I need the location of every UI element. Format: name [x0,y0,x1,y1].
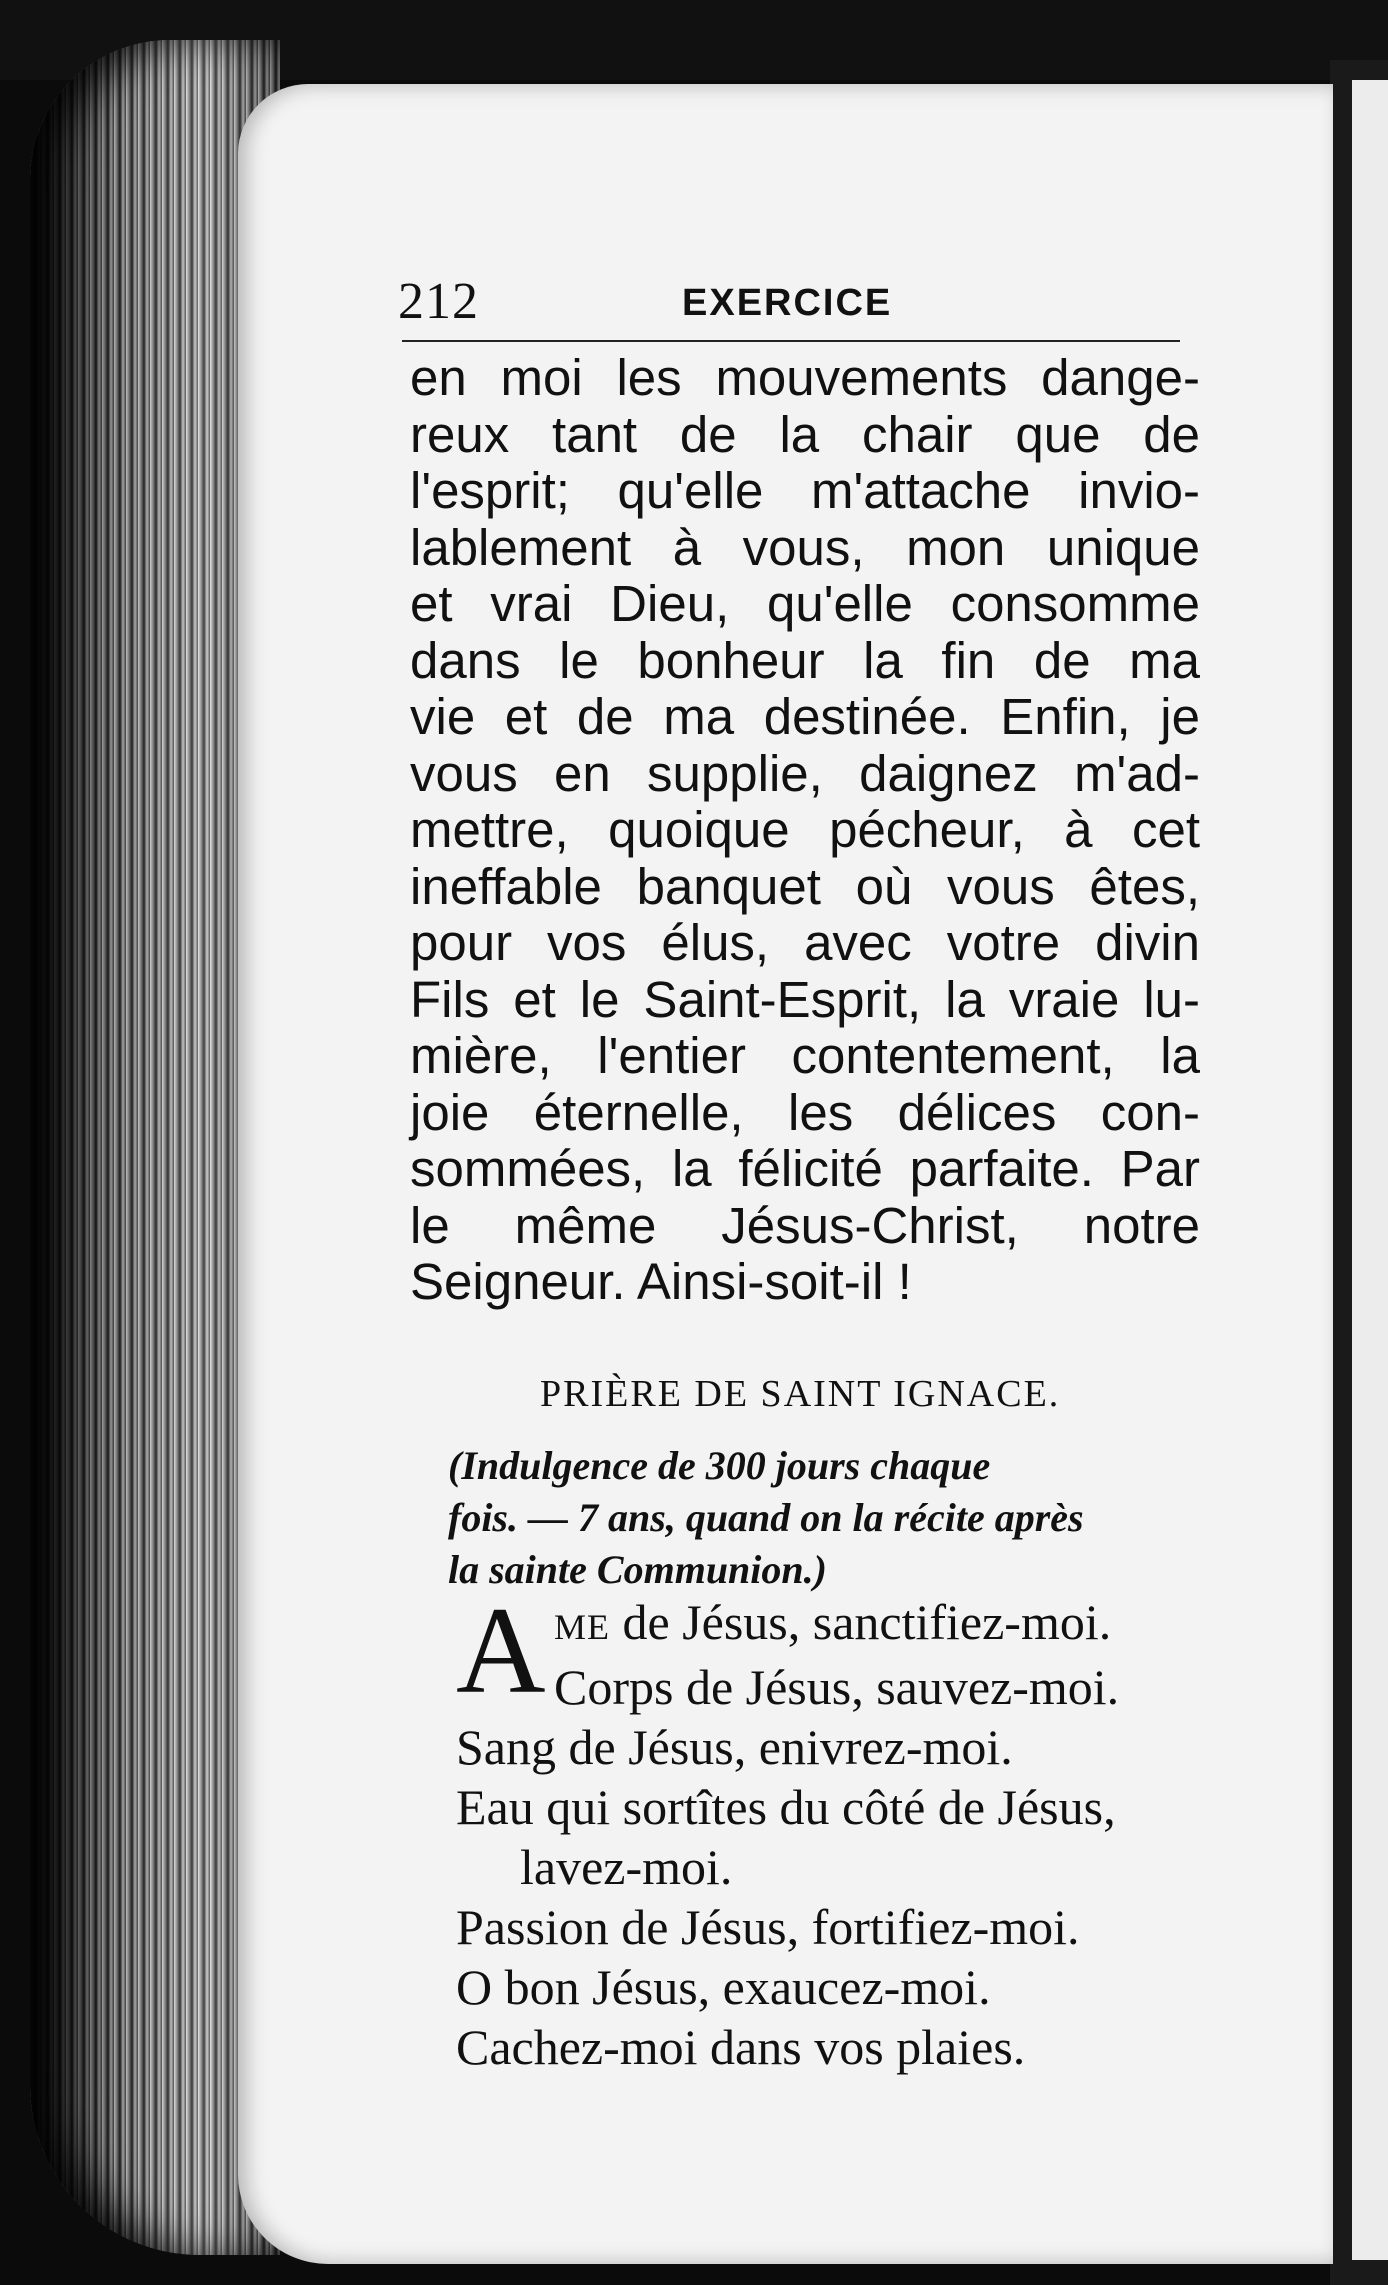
body-line: Fils et le Saint-Esprit, la vraie lu- [410,970,1200,1028]
body-line: Seigneur. Ainsi-soit-il ! [410,1253,912,1310]
body-line: dans le bonheur la fin de ma [410,631,1200,689]
indulgence-line: fois. — 7 ans, quand on la récite après [448,1495,1084,1540]
indulgence-line: (Indulgence de 300 jours chaque [448,1443,991,1488]
body-line: vie et de ma destinée. Enfin, je [410,688,1200,745]
prayer-line: lavez-moi. [520,1839,733,1895]
running-title: EXERCICE [682,282,893,324]
body-line: vous en supplie, daignez m'ad- [410,744,1200,802]
body-paragraph [410,350,1200,1311]
prayer-line: Sang de Jésus, enivrez-moi. [456,1719,1013,1775]
prayer-line: Corps de Jésus, sauvez-moi. [554,1659,1120,1715]
prayer-line: Passion de Jésus, fortifiez-moi. [456,1899,1080,1955]
body-line: et vrai Dieu, qu'elle consomme [410,575,1200,632]
body-line: sommées, la félicité parfaite. Par [410,1140,1200,1197]
next-page-sliver [1352,80,1388,2260]
prayer-line: Eau qui sortîtes du côté de Jésus, [456,1779,1116,1835]
body-line: ineffable banquet où vous êtes, [410,857,1200,915]
body-line: lablement à vous, mon unique [410,518,1200,576]
body-line: reux tant de la chair que de [410,405,1200,463]
prayer-title: PRIÈRE DE SAINT IGNACE. [540,1373,1061,1415]
body-line: l'esprit; qu'elle m'attache invio- [410,462,1200,519]
page-number: 212 [398,273,479,330]
drop-cap: A [456,1582,546,1719]
body-line: joie éternelle, les délices con- [410,1083,1200,1141]
indulgence-line: la sainte Communion.) [448,1547,827,1592]
body-line: en moi les mouvements dange- [410,349,1200,406]
body-line: mettre, quoique pécheur, à cet [410,801,1200,858]
prayer-line-rest: de Jésus, sanctifiez-moi. [610,1594,1112,1650]
running-head [398,272,1178,334]
prayer-line: Cachez-moi dans vos plaies. [456,2019,1026,2075]
body-line: le même Jésus-Christ, notre [410,1196,1200,1254]
indulgence-note [448,1440,1228,1596]
small-caps-word: ME [554,1607,610,1647]
prayer-text [456,1582,1266,2077]
prayer-line: O bon Jésus, exaucez-moi. [456,1959,991,2015]
body-line: pour vos élus, avec votre divin [410,914,1200,971]
body-line: mière, l'entier contentement, la [410,1027,1200,1084]
prayer-line [456,1592,1266,1657]
header-rule [402,340,1180,342]
